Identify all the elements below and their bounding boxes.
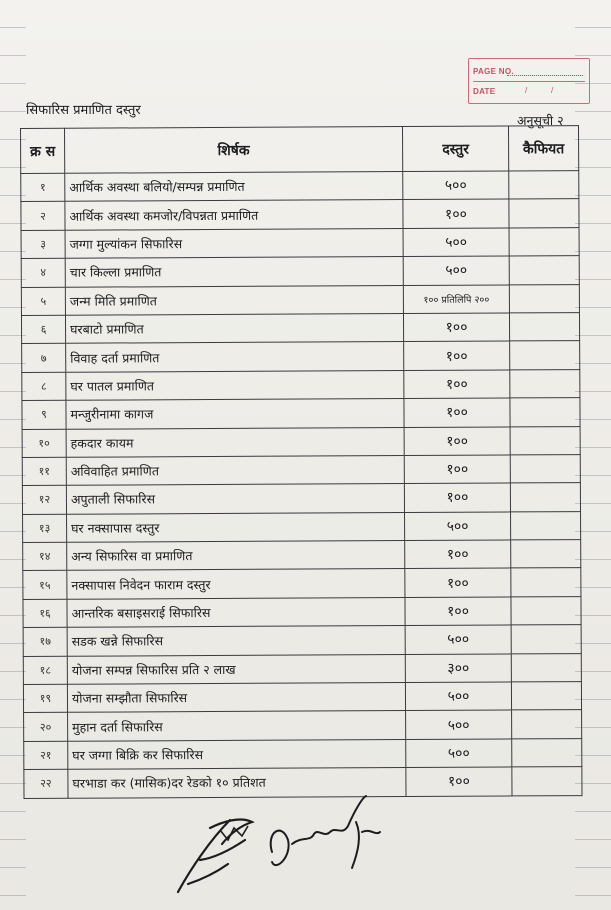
serial-cell: १४: [23, 542, 67, 571]
fee-cell: १००: [404, 455, 510, 484]
remarks-cell: [510, 341, 580, 370]
fee-cell: ५००: [405, 512, 511, 541]
title-cell: नक्सापास निवेदन फाराम दस्तुर: [67, 569, 405, 599]
page-date-stamp: [468, 58, 590, 104]
fee-cell: ५००: [403, 256, 509, 285]
remarks-cell: [511, 625, 581, 654]
table-row: [23, 540, 581, 571]
title-cell: आन्तरिक बसाइसराई सिफारिस: [67, 597, 405, 627]
serial-cell: ८: [22, 372, 66, 401]
signature-2: [262, 792, 392, 888]
fee-cell: १००: [404, 370, 510, 399]
page-number-label: PAGE NO.: [473, 67, 514, 76]
table-row: [22, 454, 580, 485]
serial-cell: १९: [23, 684, 67, 713]
table-row: [22, 341, 580, 372]
fee-cell: १००: [404, 426, 510, 455]
title-cell: जन्म मिति प्रमाणित: [65, 285, 403, 315]
table-row: [23, 568, 581, 599]
title-cell: मुहान दर्ता सिफारिस: [68, 711, 406, 741]
table-row: [21, 171, 579, 202]
title-cell: सडक खन्ने सिफारिस: [67, 626, 405, 656]
remarks-cell: [509, 256, 579, 285]
fee-cell: १००: [403, 199, 509, 228]
fee-cell: १००: [404, 341, 510, 370]
fee-cell: १००: [405, 597, 511, 626]
serial-cell: ५: [21, 287, 65, 316]
date-separator-1: /: [525, 86, 528, 95]
title-cell: विवाह दर्ता प्रमाणित: [66, 342, 404, 372]
serial-cell: ६: [21, 315, 65, 344]
remarks-cell: [510, 369, 580, 398]
remarks-cell: [511, 653, 581, 682]
remarks-cell: [512, 767, 582, 796]
remarks-cell: [511, 511, 581, 540]
fee-cell: १००: [405, 540, 511, 569]
title-cell: घर पातल प्रमाणित: [66, 370, 404, 400]
fee-cell: १००: [404, 483, 510, 512]
title-cell: अपुताली सिफारिस: [66, 484, 404, 514]
table-row: [23, 625, 581, 656]
fee-cell: ५००: [405, 682, 511, 711]
date-separator-2: /: [551, 86, 554, 95]
table-row: [21, 227, 579, 258]
fee-cell: ५००: [406, 710, 512, 739]
remarks-cell: [511, 540, 581, 569]
remarks-cell: [510, 454, 580, 483]
table-row: [23, 682, 581, 713]
serial-cell: २: [21, 202, 65, 231]
serial-cell: १७: [23, 628, 67, 657]
remarks-cell: [512, 710, 582, 739]
table-row: [23, 596, 581, 627]
title-cell: हकदार कायम: [66, 427, 404, 457]
annex-label: अनुसूची २: [517, 113, 564, 128]
title-cell: योजना सम्पन्न सिफारिस प्रति २ लाख: [67, 654, 405, 684]
fee-cell: १००: [403, 313, 509, 342]
table-row: [22, 369, 580, 400]
table-row: [22, 398, 580, 429]
serial-cell: १५: [23, 571, 67, 600]
serial-cell: २२: [24, 769, 68, 798]
remarks-cell: [510, 483, 580, 512]
header-remarks: कैफियत: [508, 126, 578, 171]
title-cell: योजना सम्झौता सिफारिस: [67, 683, 405, 713]
document-title: सिफारिस प्रमाणित दस्तुर: [26, 103, 141, 118]
table-row: [23, 653, 581, 684]
serial-cell: १०: [22, 429, 66, 458]
title-cell: अन्य सिफारिस वा प्रमाणित: [67, 541, 405, 571]
table-row: [22, 483, 580, 514]
remarks-cell: [510, 398, 580, 427]
fee-cell: १००: [404, 398, 510, 427]
fee-cell: ५००: [403, 171, 509, 200]
remarks-cell: [511, 568, 581, 597]
header-fee: दस्तुर: [402, 126, 508, 172]
table-row: [23, 511, 581, 542]
remarks-cell: [509, 313, 579, 342]
remarks-cell: [511, 596, 581, 625]
serial-cell: १२: [22, 486, 66, 515]
serial-cell: ९: [22, 400, 66, 429]
remarks-cell: [509, 171, 579, 200]
title-cell: घरभाडा कर (मासिक)दर रेडको १० प्रतिशत: [68, 768, 406, 798]
remarks-cell: [512, 738, 582, 767]
table-row: [21, 199, 579, 230]
title-cell: घर जग्गा बिक्रि कर सिफारिस: [68, 739, 406, 769]
serial-cell: १: [21, 173, 65, 202]
header-serial: क्र स: [21, 128, 65, 173]
fee-cell: १००: [405, 568, 511, 597]
fee-cell: ३००: [405, 654, 511, 683]
date-label: DATE: [473, 87, 496, 96]
serial-cell: २०: [24, 713, 68, 742]
remarks-cell: [509, 284, 579, 313]
table-row: [22, 426, 580, 457]
remarks-cell: [509, 227, 579, 256]
title-cell: आर्थिक अवस्था बलियो/सम्पन्न प्रमाणित: [65, 171, 403, 201]
title-cell: आर्थिक अवस्था कमजोर/विपन्नता प्रमाणित: [65, 200, 403, 230]
serial-cell: १३: [23, 514, 67, 543]
table-row: [21, 256, 579, 287]
table-row: [24, 738, 582, 769]
title-cell: घरबाटो प्रमाणित: [65, 313, 403, 343]
title-cell: मन्जुरीनामा कागज: [66, 399, 404, 429]
fee-cell: ५००: [403, 228, 509, 257]
remarks-cell: [510, 426, 580, 455]
serial-cell: ३: [21, 230, 65, 259]
fee-cell: ५००: [406, 739, 512, 768]
title-cell: घर नक्सापास दस्तुर: [67, 512, 405, 542]
serial-cell: १६: [23, 599, 67, 628]
title-cell: चार किल्ला प्रमाणित: [65, 257, 403, 287]
fee-cell: ५००: [405, 625, 511, 654]
title-cell: अविवाहित प्रमाणित: [66, 455, 404, 485]
fee-cell: १०० प्रतिलिपि २००: [403, 285, 509, 314]
serial-cell: १८: [23, 656, 67, 685]
serial-cell: २१: [24, 741, 68, 770]
table-row: [21, 284, 579, 315]
table-header-row: [21, 126, 579, 174]
header-title: शिर्षक: [65, 126, 403, 173]
serial-cell: ७: [22, 344, 66, 373]
serial-cell: ४: [21, 258, 65, 287]
remarks-cell: [509, 199, 579, 228]
fee-cell: १००: [406, 767, 512, 796]
title-cell: जग्गा मुल्यांकन सिफारिस: [65, 228, 403, 258]
table-row: [24, 710, 582, 741]
remarks-cell: [511, 682, 581, 711]
table-row: [21, 313, 579, 344]
fee-table: [20, 125, 583, 799]
serial-cell: ११: [22, 457, 66, 486]
